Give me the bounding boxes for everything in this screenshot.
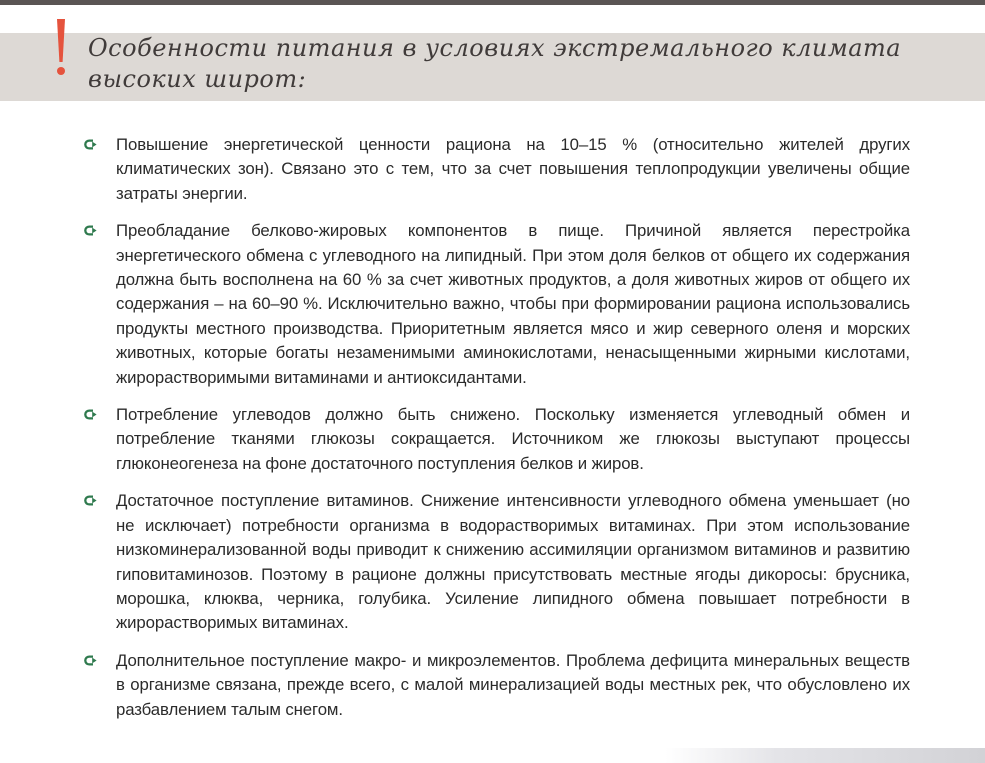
arrow-bullet-icon	[84, 494, 97, 507]
bullet-item-protein-fat	[84, 219, 910, 390]
page-title	[88, 33, 948, 95]
arrow-bullet-icon	[84, 138, 97, 151]
bullet-item-vitamins	[84, 489, 910, 635]
bullet-item-carbohydrates	[84, 403, 910, 476]
arrow-bullet-icon	[84, 654, 97, 667]
page-title-line-2: высоких широт:	[88, 65, 307, 93]
bullet-item-minerals	[84, 649, 910, 722]
bullet-text: Повышение энергетической ценности рациона на 10–15 % (относительно жителей других климатических зон). Связано это с тем, что за счет повышения теплопродукции увеличены общие затраты энергии.	[116, 135, 910, 203]
arrow-bullet-icon	[84, 224, 97, 237]
bottom-decoration	[665, 748, 985, 763]
bullet-text: Достаточное поступление витаминов. Снижение интенсивности углеводного обмена уменьшает (но не исключает) потребности организма в водорастворимых витаминах. При этом использование низкоминерализованной воды приводит к снижению ассимиляции организмом витаминов и развитию гиповитаминозов. Поэтому в рационе должны присутствовать местные ягоды дикоросы: брусника, морошка, клюква, черника, голубика. Усиление липидного обмена повышает потребности в жирорастворимых витаминах.	[116, 491, 910, 633]
arrow-bullet-icon	[84, 408, 97, 421]
bullet-text: Потребление углеводов должно быть снижено. Поскольку изменяется углеводный обмен и потребление тканями глюкозы сокращается. Источником же глюкозы выступают процессы глюконеогенеза на фоне достаточного поступления белков и жиров.	[116, 405, 910, 473]
bullet-text: Дополнительное поступление макро- и микроэлементов. Проблема дефицита минеральных веществ в организме связана, прежде всего, с малой минерализацией воды местных рек, что обусловлено их разбавлением талым снегом.	[116, 650, 910, 719]
bullet-text: Преобладание белково-жировых компонентов в пище. Причиной является перестройка энергетического обмена с углеводного на липидный. При этом доля белков от общего их содержания должна быть восполнена на 60 % за счет животных продуктов, а доля животных жиров от общего их содержания – на 60–90 %. Исключительно важно, чтобы при формировании рациона использовались продукты местного производства. Приоритетным является мясо и жир северного оленя и морских животных, которые богаты незаменимыми аминокислотами, ненасыщенными жирными кислотами, жирорастворимыми витаминами и антиоксидантами.	[116, 221, 910, 387]
bullet-item-energy	[84, 133, 910, 206]
exclamation-icon	[50, 18, 72, 78]
page-title-line-1: Особенности питания в условиях экстремального климата	[88, 34, 902, 62]
bullet-list	[84, 133, 910, 735]
top-rule	[0, 0, 985, 5]
